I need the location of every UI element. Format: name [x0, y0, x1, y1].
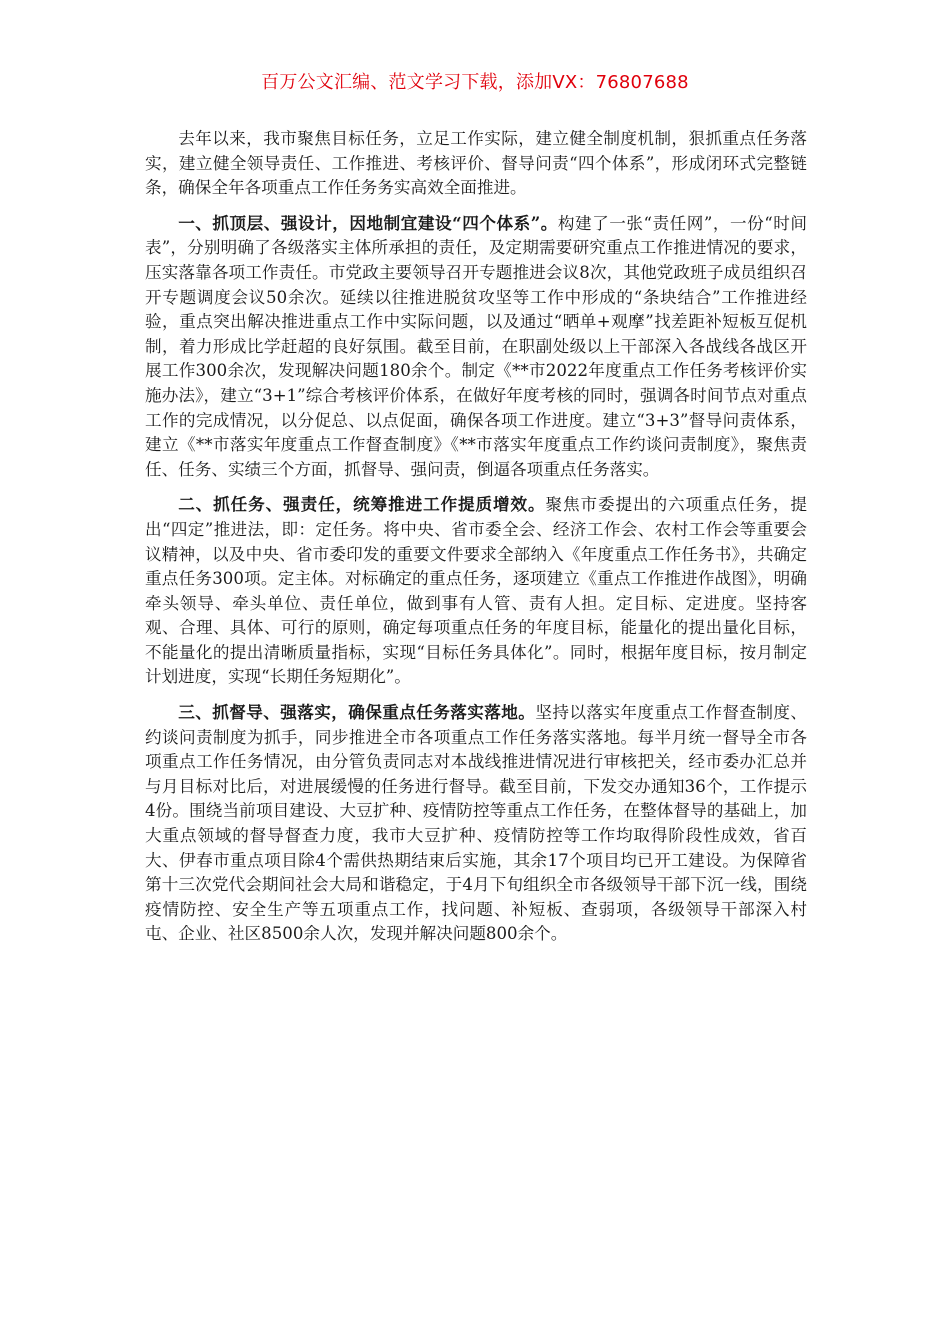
section-2-heading: 二、抓任务、强责任，统筹推进工作提质增效。 — [178, 494, 546, 515]
section-1-text: 构建了一张“责任网”，一份“时间表”，分别明确了各级落实主体所承担的责任，及定期需要研究重点工作推进情况的要求，压实落靠各项工作责任。市党政主要领导召开专题推进会议8次，其他党政班子成员组织召开专题调度会议50余次。延续以往推进脱贫攻坚等工作中形成的“条块结合”工作推进经验，重点突出解决推进重点工作中实际问题，以及通过“晒单+观摩”找差距补短板互促机制，着力形成比学赶超的良好氛围。截至目前，在职副处级以上干部深入各战线各战区开展工作300余次，发现解决问题180余个。制定《**市2022年度重点工作任务考核评价实施办法》，建立“3+1”综合考核评价体系，在做好年度考核的同时，强调各时间节点对重点工作的完成情况，以分促总、以点促面，确保各项工作进度。建立“3+3”督导问责体系，建立《**市落实年度重点工作督查制度》《**市落实年度重点工作约谈问责制度》，聚焦责任、任务、实绩三个方面，抓督导、强问责，倒逼各项重点任务落实。 — [145, 213, 807, 479]
section-3-text: 坚持以落实年度重点工作督查制度、约谈问责制度为抓手，同步推进全市各项重点工作任务落实落地。每半月统一督导全市各项重点工作任务情况，由分管负责同志对本战线推进情况进行审核把关，经市委办汇总并与月目标对比后，对进展缓慢的任务进行督导。截至目前，下发交办通知36个，工作提示4份。围绕当前项目建设、大豆扩种、疫情防控等重点工作任务，在整体督导的基础上，加大重点领域的督导督查力度，我市大豆扩种、疫情防控等工作均取得阶段性成效，省百大、伊春市重点项目除4个需供热期结束后实施，其余17个项目均已开工建设。为保障省第十三次党代会期间社会大局和谐稳定，于4月下旬组织全市各级领导干部下沉一线，围绕疫情防控、安全生产等五项重点工作，找问题、补短板、查弱项，各级领导干部深入村屯、企业、社区8500余人次，发现并解决问题800余个。 — [145, 703, 808, 944]
section-3-heading: 三、抓督导、强落实，确保重点任务落实落地。 — [178, 702, 536, 723]
section-3-paragraph — [145, 700, 807, 947]
section-2-paragraph — [145, 492, 807, 690]
section-2-text: 聚焦市委提出的六项重点任务，提出“四定”推进法，即：定任务。将中央、省市委全会、经济工作会、农村工作会等重要会议精神，以及中央、省市委印发的重要文件要求全部纳入《年度重点工作任务书》，共确定重点任务300项。定主体。对标确定的重点任务，逐项建立《重点工作推进作战图》，明确牵头领导、牵头单位、责任单位，做到事有人管、责有人担。定目标、定进度。坚持客观、合理、具体、可行的原则，确定每项重点任务的年度目标，能量化的提出量化目标，不能量化的提出清晰质量指标，实现“目标任务具体化”。同时，根据年度目标，按月制定计划进度，实现“长期任务短期化”。 — [145, 495, 808, 687]
section-1-heading: 一、抓顶层、强设计，因地制宜建设“四个体系”。 — [178, 212, 558, 233]
document-body — [145, 127, 807, 957]
section-1-paragraph — [145, 211, 807, 483]
promo-banner: 百万公文汇编、范文学习下载，添加VX：76807688 — [261, 72, 689, 93]
intro-paragraph: 去年以来，我市聚焦目标任务，立足工作实际，建立健全制度机制，狠抓重点任务落实，建立健全领导责任、工作推进、考核评价、督导问责“四个体系”，形成闭环式完整链条，确保全年各项重点工作任务务实高效全面推进。 — [145, 129, 807, 198]
